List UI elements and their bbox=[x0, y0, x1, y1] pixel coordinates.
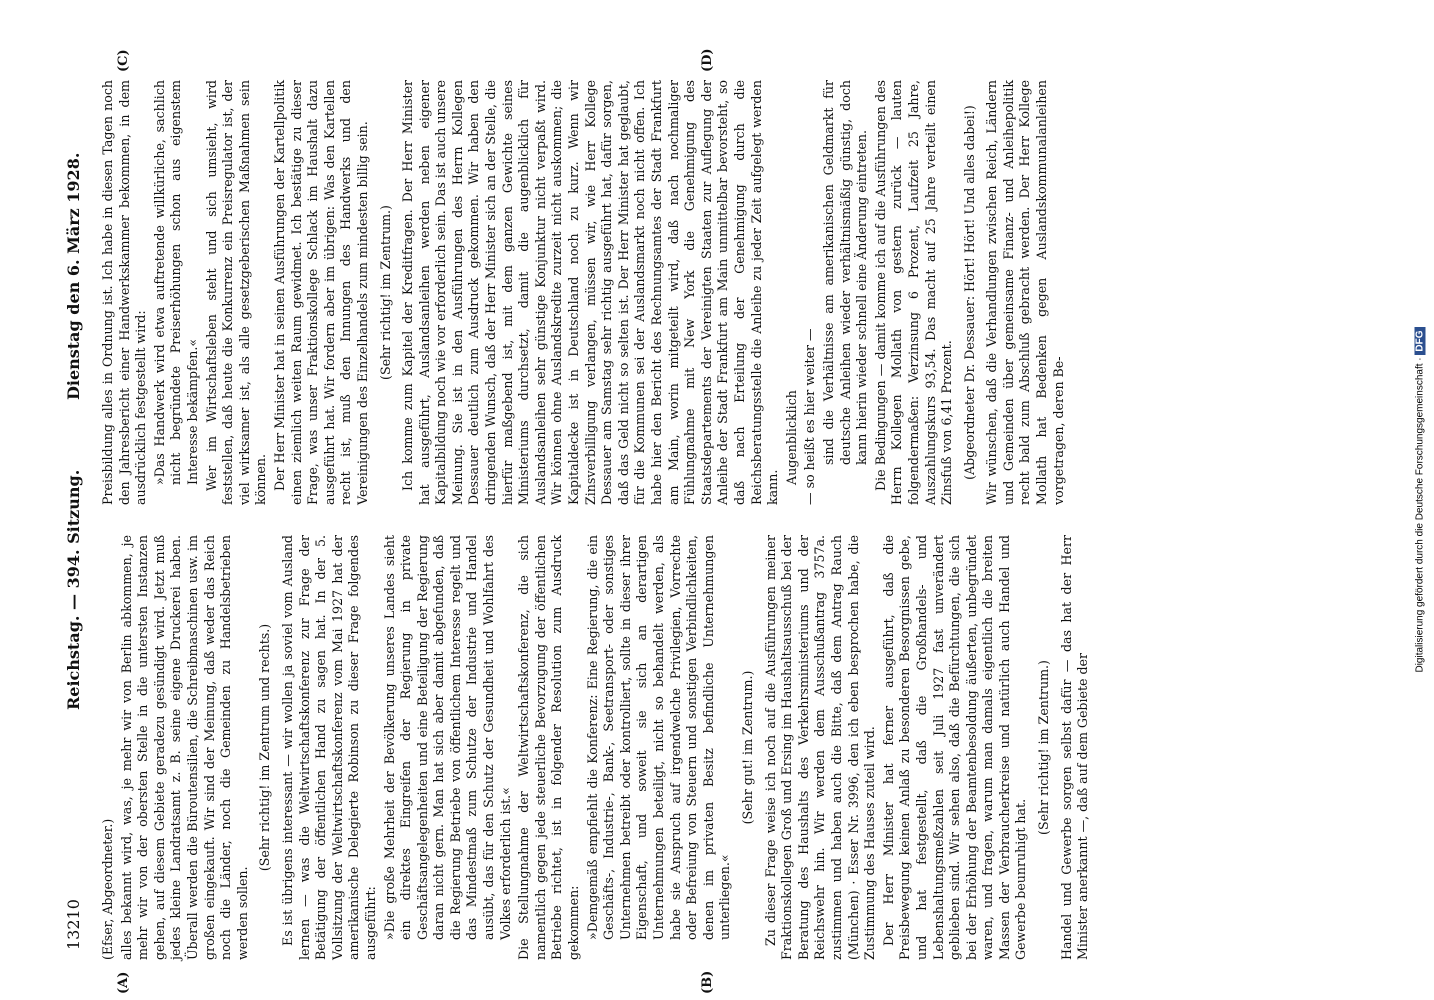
side-note-text: Digitalisierung gefördert durch die Deutsche Forschungsgemeinschaft · bbox=[1414, 357, 1426, 673]
paragraph: Es ist übrigens interessant — wir wollen ja soviel vom Ausland lernen — was die Weltwirtschaftskonferenz zur Frage der Betätigung der öffentlichen Hand zu sagen hat. In der 5. Vollsitzung der Weltwirtschaftskonferenz vom Mai 1927 hat der amerikanische Delegierte Robinson zu dieser Frage folgendes ausgeführt: bbox=[279, 535, 378, 960]
text-column-left bbox=[100, 535, 1094, 960]
paragraph: Ich komme zum Kapitel der Kreditfragen. Der Herr Minister hat ausgeführt, Auslandsanleihen werden neben eigener Kapitalbildung noch wie vor erforderlich sein. Das ist auch unsere Meinung. Sie ist in den Ausführungen des Herrn Kollegen Dessauer deutlich zum Ausdruck gekommen. Wir haben den dringenden Wunsch, daß der Herr Minister sich an der Stelle, die hierfür maßgebend ist, mit dem ganzen Gewichte seines Ministeriums durchsetzt, damit die augenblicklich für Auslandsanleihen sehr günstige Konjunktur nicht verpaßt wird. Wir können ohne Auslandskredite zurzeit nicht auskommen; die Kapitaldecke ist in Deutschland noch zu kurz. Wenn wir Zinsverbilligung verlangen, müssen wir, wie Herr Kollege Dessauer am Samstag sehr richtig ausgeführt hat, dafür sorgen, daß das Geld nicht so selten ist. Der Herr Minister hat geglaubt, für die Kommunen sei der Auslandsmarkt noch nicht offen. Ich habe hier den Bericht des Rechnungsamtes der Stadt Frankfurt am Main, worin mitgeteilt wird, daß nach nochmaliger Fühlungnahme mit New York die Genehmigung des Staatsdepartements der Vereinigten Staaten zur Auflegung der Anleihe der Stadt Frankfurt am Main unmittelbar bevorsteht, so daß nach Erteilung der Genehmigung durch die Reichsberatungsstelle die Anleihe zu jeder Zeit aufgelegt werden kann. bbox=[400, 80, 781, 505]
quotation: »Demgemäß empfiehlt die Konferenz: Eine Regierung, die ein Geschäfts-, Industrie-, Bank-, Seetransport- oder sonstiges Unternehmen betreibt oder kontrolliert, sollte in dieser ihrer Eigenschaft, und soweit sie sich an derartigen Unternehmungen beteiligt, nicht so behandelt werden, als habe sie Anspruch auf irgendwelche Privilegien, Vorrechte oder Befreiung von Steuern und sonstigen Verbindlichkeiten, denen im privaten Besitz befindliche Unternehmungen unterliegen.« bbox=[584, 535, 733, 940]
rotated-sheet bbox=[60, 48, 1400, 994]
paragraph: Die Bedingungen — damit komme ich auf die Ausführungen des Herrn Kollegen Mollath von gestern zurück — lauten folgendermaßen: Verzinsung 6 Prozent, Laufzeit 25 Jahre, Auszahlungskurs 93,54. Das macht auf 25 Jahre verteilt einen Zinsfuß von 6,41 Prozent. bbox=[872, 80, 955, 505]
page-title: Reichstag. — 394. Sitzung. bbox=[64, 469, 83, 710]
margin-mark-c: (C) bbox=[116, 49, 131, 72]
paragraph: Die Stellungnahme der Weltwirtschaftskonferenz, die sich namentlich gegen jede steuerliche Bevorzugung der öffentlichen Betriebe richtet, ist in folgender Resolution zum Ausdruck gekommen: bbox=[516, 535, 582, 960]
quotation: Augenblicklich bbox=[783, 390, 799, 485]
paragraph: — so heißt es hier weiter — bbox=[802, 328, 818, 505]
page-date: Dienstag den 6. März 1928. bbox=[64, 152, 83, 400]
quotation: sind die Verhältnisse am amerikanischen Geldmarkt für deutsche Anleihen wieder verhältnismäßig günstig, doch kann hierin wieder schnell eine Änderung eintreten. bbox=[820, 80, 870, 465]
paragraph: Wer im Wirtschaftsleben steht und sich umsieht, wird feststellen, daß heute die Konkurrenz ein Preisregulator ist, der viel wirksamer ist, als alle gesetzgeberischen Maßnahmen sein können. bbox=[203, 80, 269, 505]
paragraph: Wir wünschen, daß die Verhandlungen zwischen Reich, Ländern und Gemeinden über gemeinsame Finanz- und Anleihepolitik recht bald zum Abschluß gebracht werden. Der Herr Kollege Mollath hat Bedenken gegen Auslandskommunalanleihen vorgetragen, deren Be- bbox=[984, 80, 1066, 505]
dfg-logo: DFG bbox=[1415, 327, 1426, 354]
paragraph: Der Herr Minister hat ferner ausgeführt, daß die Preisbewegung keinen Anlaß zu besonderen Besorgnissen gebe, und hat festgestellt, daß die Großhandels- und Lebenshaltungsmeßzahlen seit Juli 1927 fast unverändert geblieben sind. Wir sehen also, daß die Befürchtungen, die sich bei der Erhöhung der Beamtenbesoldung äußerten, unbegründet waren, und fragen, warum man damals eigentlich die breiten Massen der Verbraucherkreise und natürlich auch Handel und Gewerbe beunruhigt hat. bbox=[880, 535, 1029, 960]
paragraph: Handel und Gewerbe sorgen selbst dafür — das hat der Herr Minister anerkannt —, daß auf dem Gebiete der bbox=[1058, 535, 1091, 960]
quotation: »Die große Mehrheit der Bevölkerung unseres Landes sieht ein direktes Eingreifen der Regierung in private Geschäftsangelegenheiten und eine Beteiligung der Regierung daran nicht gern. Man hat sich aber damit abgefunden, daß die Regierung Betriebe von öffentlichem Interesse regelt und das Mindestmaß zum Schutze der Industrie und Handel ausübt, das für den Schutz der Gesundheit und Wohlfahrt des Volkes erforderlich ist.« bbox=[381, 535, 513, 940]
paragraph: Zu dieser Frage weise ich noch auf die Ausführungen meiner Fraktionskollegen Groß und Ersing im Haushaltsausschuß bei der Beratung des Haushalts des Verkehrsministeriums und der Reichswehr hin. Wir werden dem Ausschußantrag 3757a. zustimmen und haben auch die Bitte, daß dem Antrag Rauch (München) · Esser Nr. 3996, den ich eben besprochen habe, die Zustimmung des Hauses zuteil wird. bbox=[762, 535, 878, 960]
page-number: 13210 bbox=[64, 899, 83, 950]
paragraph: Der Herr Minister hat in seinen Ausführungen der Kartellpolitik einen ziemlich weiten Raum gewidmet. Ich bestätige zu dieser Frage, was unser Fraktionskollege Schlack im Haushalt dazu ausgeführt hat. Wir fordern aber im übrigen: Was den Kartellen recht ist, muß den Innungen des Handwerks und den Vereinigungen des Einzelhandels zum mindesten billig sein. bbox=[271, 80, 370, 505]
page-header bbox=[60, 80, 90, 960]
interjection: (Sehr richtig! im Zentrum.) bbox=[377, 205, 393, 380]
margin-mark-b: (B) bbox=[700, 970, 715, 994]
interjection: (Abgeordneter Dr. Dessauer: Hört! Hört! Und alles dabei!) bbox=[961, 105, 977, 480]
interjection: (Sehr richtig! im Zentrum und rechts.) bbox=[257, 623, 273, 872]
margin-mark-a: (A) bbox=[116, 971, 131, 994]
paragraph: Preisbildung alles in Ordnung ist. Ich habe in diesen Tagen noch den Jahresbericht einer Handwerkskammer bekommen, in dem ausdrücklich festgestellt wird: bbox=[100, 80, 149, 505]
paragraph: alles bekannt wird, was, je mehr wir von Berlin abkommen, je mehr wir von der obersten Stelle in die untersten Instanzen gehen, auf diesem Gebiete geradezu gesündigt wird. Jetzt muß jedes kleine Landratsamt z. B. seine eigene Druckerei haben. Überall werden die Büroutensilien, die Schreibmaschinen usw. im großen eingekauft. Wir sind der Meinung, daß weder das Reich noch die Länder, noch die Gemeinden zu Handelsbetrieben werden sollen. bbox=[118, 535, 250, 960]
dfg-side-note bbox=[1415, 290, 1426, 710]
interjection: (Sehr gut! im Zentrum.) bbox=[739, 670, 755, 825]
interjection: (Sehr richtig! im Zentrum.) bbox=[1036, 660, 1052, 835]
text-column-right bbox=[100, 80, 1069, 505]
margin-mark-d: (D) bbox=[700, 48, 715, 72]
paragraph: (Efser, Abgeordneter.) bbox=[100, 818, 115, 960]
quotation: »Das Handwerk wird etwa auftretende willkürliche, sachlich nicht begründete Preiserhöhungen schon aus eigenstem Interesse bekämpfen.« bbox=[151, 80, 200, 485]
